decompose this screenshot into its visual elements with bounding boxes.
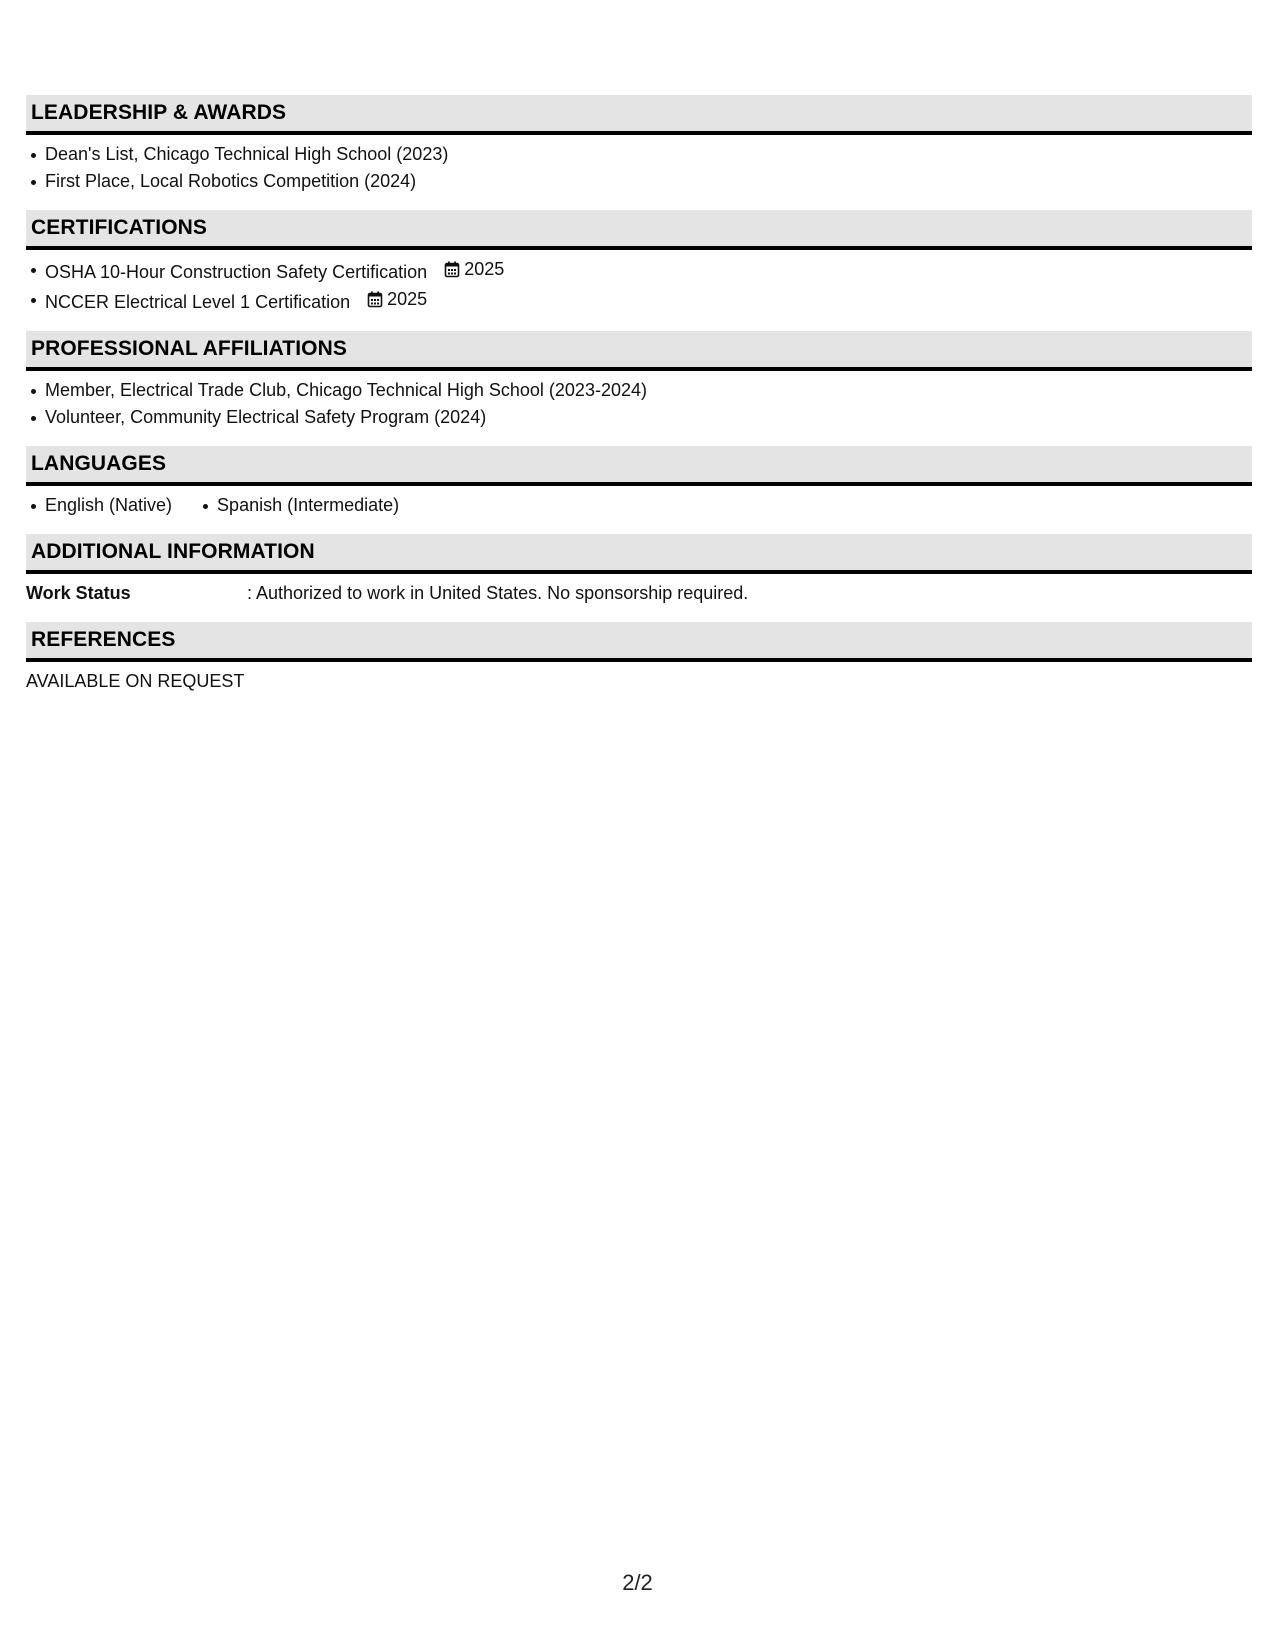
references-text: AVAILABLE ON REQUEST [26,671,245,691]
section-body [26,662,1252,695]
certification-year: 2025 [464,259,505,279]
certification-date [444,256,504,283]
affiliations-list [26,377,1252,431]
section-body [26,250,1252,316]
languages-list [26,492,1252,519]
section-header [26,210,1252,250]
calendar-icon [367,291,383,308]
section-title: LANGUAGES [31,452,167,475]
list-item: First Place, Local Robotics Competition (2024) [45,168,1252,195]
section-additional-information [26,534,1252,607]
certifications-list [26,256,1252,316]
calendar-icon [444,261,460,278]
section-header [26,534,1252,574]
section-languages [26,446,1252,519]
section-title: LEADERSHIP & AWARDS [31,101,287,124]
language-item: English (Native) [45,492,172,519]
section-body [26,486,1252,519]
section-body [26,574,1252,607]
section-title: PROFESSIONAL AFFILIATIONS [31,337,347,360]
list-item [45,256,1252,286]
certification-year: 2025 [387,289,428,309]
section-body [26,371,1252,431]
certification-date [367,286,427,313]
certification-name: NCCER Electrical Level 1 Certification [45,292,351,312]
section-title: ADDITIONAL INFORMATION [31,540,315,563]
section-header [26,446,1252,486]
list-item: Dean's List, Chicago Technical High School (2023) [45,141,1252,168]
page-number: 2/2 [622,1570,653,1595]
section-title: REFERENCES [31,628,176,651]
section-header [26,95,1252,135]
section-certifications [26,210,1252,316]
section-leadership-awards [26,95,1252,195]
work-status-label: Work Status [26,583,131,603]
language-item: Spanish (Intermediate) [217,492,399,519]
list-item: Volunteer, Community Electrical Safety Program (2024) [45,404,1252,431]
section-header [26,331,1252,371]
work-status-row [26,580,1252,607]
section-professional-affiliations [26,331,1252,431]
resume-page [26,95,1252,710]
work-status-value: : Authorized to work in United States. No sponsorship required. [247,583,749,603]
section-title: CERTIFICATIONS [31,216,208,239]
list-item: Member, Electrical Trade Club, Chicago Technical High School (2023-2024) [45,377,1252,404]
section-body [26,135,1252,195]
awards-list [26,141,1252,195]
section-references [26,622,1252,695]
certification-name: OSHA 10-Hour Construction Safety Certification [45,262,428,282]
list-item [45,286,1252,316]
section-header [26,622,1252,662]
